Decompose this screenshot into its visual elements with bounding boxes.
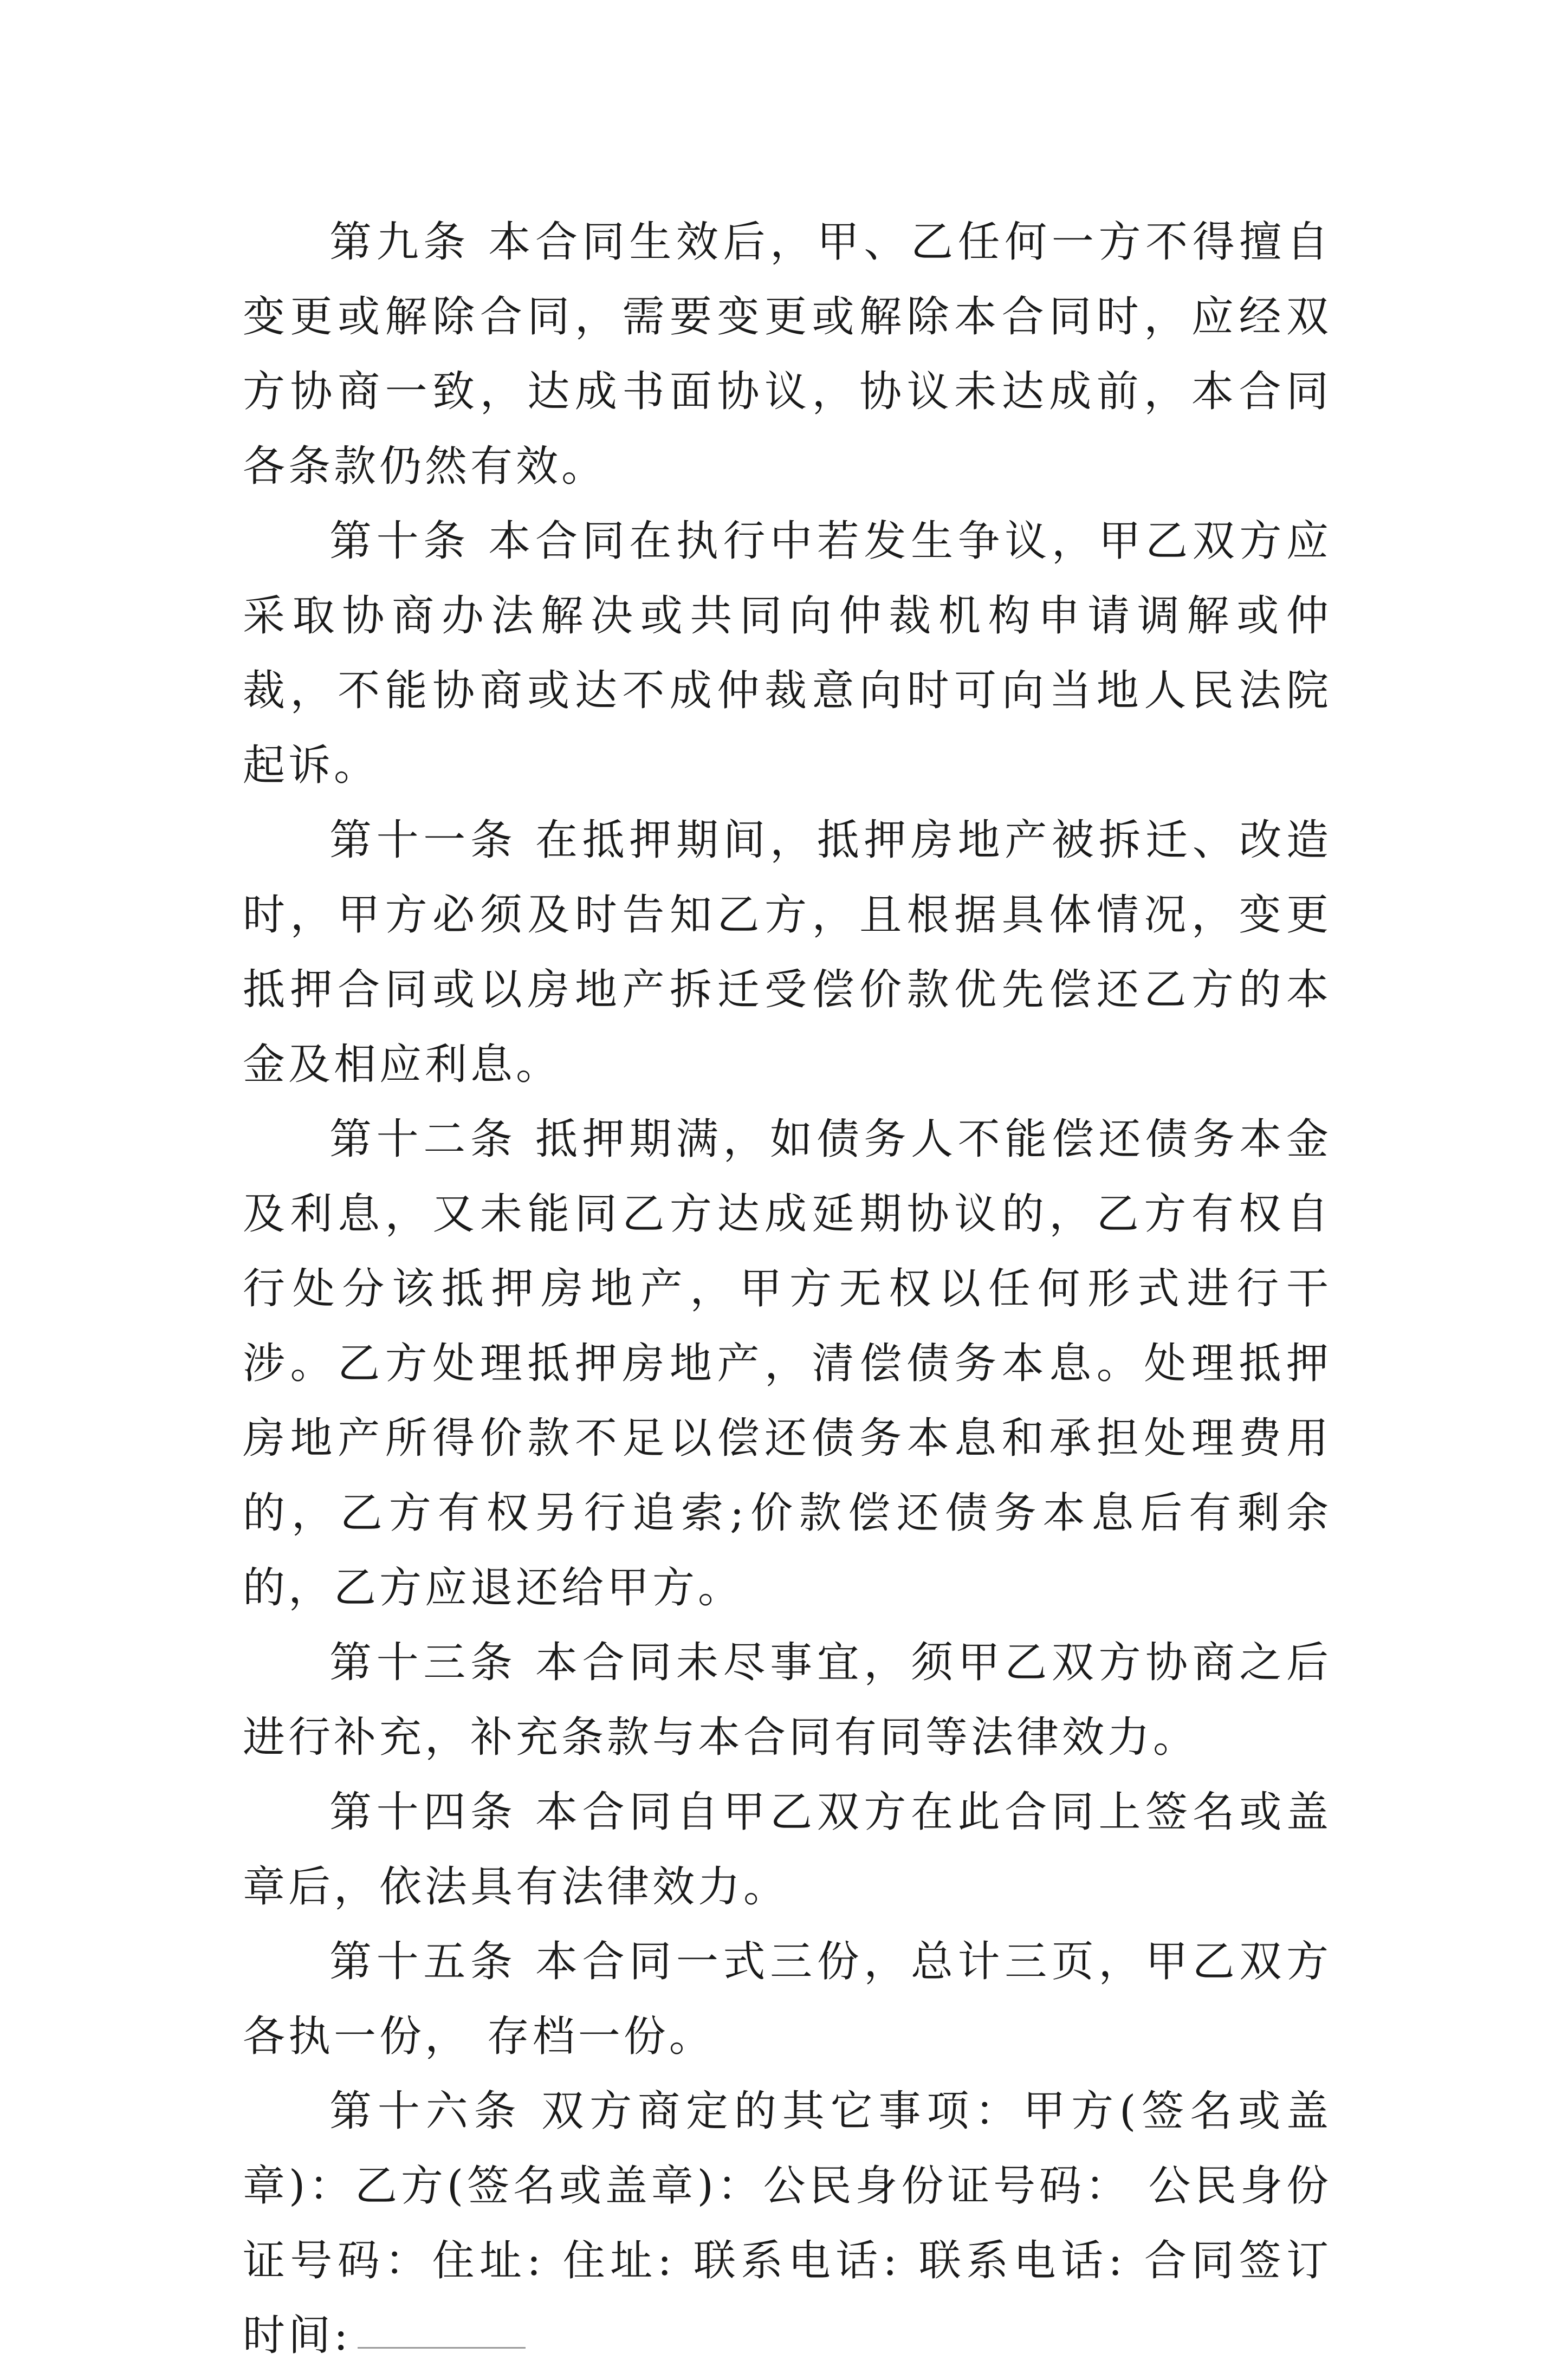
article-12: 第十二条 抵押期满，如债务人不能偿还债务本金及利息，又未能同乙方达成延期协议的，乙方有权自行处分该抵押房地产，甲方无权以任何形式进行干涉。乙方处理抵押房地产，清偿债务本息。处理抵押房地产所得价款不足以偿还债务本息和承担处理费用的，乙方有权另行追索;价款偿还债务本息后有剩余的，乙方应退还给甲方。: [243, 1115, 1332, 1612]
article-13: 第十三条 本合同未尽事宜，须甲乙双方协商之后进行补充，补充条款与本合同有同等法律效力。: [243, 1638, 1332, 1762]
document-body: [243, 205, 1332, 2373]
article-14: 第十四条 本合同自甲乙双方在此合同上签名或盖章后，依法具有法律效力。: [243, 1788, 1332, 1911]
article-11: 第十一条 在抵押期间，抵押房地产被拆迁、改造时，甲方必须及时告知乙方，且根据具体情况，变更抵押合同或以房地产拆迁受偿价款优先偿还乙方的本金及相应利息。: [243, 816, 1332, 1089]
article-15: 第十五条 本合同一式三份，总计三页，甲乙双方各执一份， 存档一份。: [243, 1937, 1332, 2061]
article-16-text: 第十六条 双方商定的其它事项：甲方(签名或盖章)：乙方(签名或盖章)：公民身份证号码： 公民身份证号码：住址: 住址: 联系电话: 联系电话: 合同签订时间:: [243, 2087, 1332, 2360]
article-10: 第十条 本合同在执行中若发生争议，甲乙双方应采取协商办法解决或共同向仲裁机构申请调解或仲裁，不能协商或达不成仲裁意向时可向当地人民法院起诉。: [243, 517, 1332, 790]
signing-date-blank-line: [358, 2346, 526, 2349]
article-16: [243, 2074, 1332, 2373]
article-9: 第九条 本合同生效后，甲、乙任何一方不得擅自变更或解除合同，需要变更或解除本合同时，应经双方协商一致，达成书面协议，协议未达成前，本合同各条款仍然有效。: [243, 218, 1332, 491]
